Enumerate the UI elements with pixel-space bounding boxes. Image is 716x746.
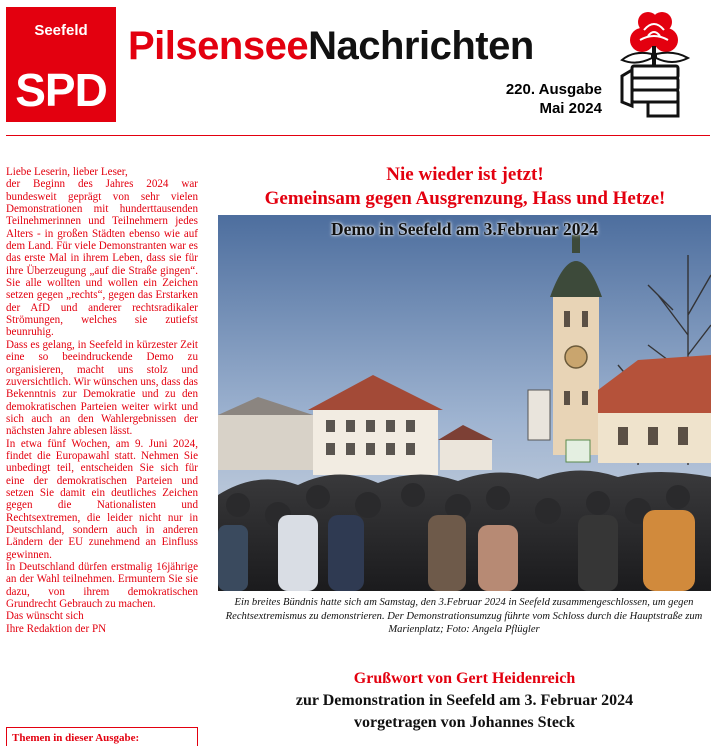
lead-headline-line2: Gemeinsam gegen Ausgrenzung, Hass und Hetze! (264, 188, 666, 209)
letter-paragraph: In Deutschland dürfen erstmalig 16jährige an der Wahl teilnehmen. Ermuntern Sie sie dazu, von ihrem demokratischen Grundrecht Gebrauch zu machen. (6, 561, 198, 611)
letter-paragraph: Dass es gelang, in Seefeld in kürzester Zeit eine so beeindruckende Demo zu organisieren, macht uns stolz und zuversichtlich. Wir wünschen uns, dass das Bekenntnis zur Demokratie und zu den demokratischen Parteien weiter wirkt und sich auch an den Wahlergebnissen der nächsten Jahre ablesen lässt. (6, 338, 198, 438)
letter-closing: Das wünscht sich (6, 610, 84, 623)
header-divider (6, 135, 710, 136)
intro-letter (6, 166, 198, 635)
letter-signature: Ihre Redaktion der PN (6, 622, 107, 635)
letter-paragraph: der Beginn des Jahres 2024 war bundesweit geprägt von sehr vielen Demonstrationen mit hunderttausenden Teilnehmerinnen und Teilnehmern jedes Alters - in großen Städten ebenso wie auf dem Land. Für viele Demonstranten war es das erste Mal in ihrem Leben, dass sie für ihre Überzeugung „auf die Straße gingen“. Sie alle wollten und wollen ein Zeichen setzen gegen „rechts“, gegen das Erstarken der AfD und anderer rechtsradikaler Strömungen, welches sie zutiefst beunruhig. (6, 178, 198, 339)
title-red-part: Pilsensee (128, 24, 309, 68)
photo-title: Demo in Seefeld am 3.Februar 2024 (330, 219, 598, 239)
speech-presenter: vorgetragen von Johannes Steck (354, 714, 575, 731)
spd-logo-text: SPD (15, 64, 107, 116)
letter-paragraph: In etwa fünf Wochen, am 9. Juni 2024, findet die Europawahl statt. Nehmen Sie unbedingt teil, entscheiden Sie sich für eine der demokratischen Parteien und setzen Sie damit ein deutliches Zeichen gegen die Nationalisten und Rechtsextremen, die leider nicht nur in Deutschland, sondern auch in anderen Ländern der EU zunehmend an Einfluss gewinnen. (6, 437, 198, 561)
local-label: Seefeld (34, 22, 88, 39)
title-black-part: Nachrichten (308, 24, 534, 68)
spd-seefeld-logo (6, 7, 116, 122)
issue-date: Mai 2024 (539, 100, 602, 117)
speech-subtitle: zur Demonstration in Seefeld am 3. Februar 2024 (295, 692, 634, 709)
issue-info (506, 80, 602, 118)
themes-box: Themen in dieser Ausgabe: (6, 727, 198, 746)
letter-greeting: Liebe Leserin, lieber Leser, (6, 166, 128, 178)
rose-fist-icon (612, 10, 696, 118)
lead-headline-line1: Nie wieder ist jetzt! (386, 164, 544, 185)
demo-photo-illustration (218, 215, 711, 591)
photo-caption: Ein breites Bündnis hatte sich am Samstag, den 3.Februar 2024 in Seefeld zusammengeschlossen, um gegen Rechtsextremismus zu demonstrieren. Der Demonstrationsumzug führte vom Schloss durch die Hauptstraße zum Marienplatz; Foto: Angela Pflügler (225, 597, 703, 635)
newspaper-title (128, 22, 534, 70)
speech-title: Grußwort von Gert Heidenreich (353, 670, 576, 687)
issue-number: 220. Ausgabe (505, 81, 602, 98)
demo-photo (218, 215, 711, 591)
